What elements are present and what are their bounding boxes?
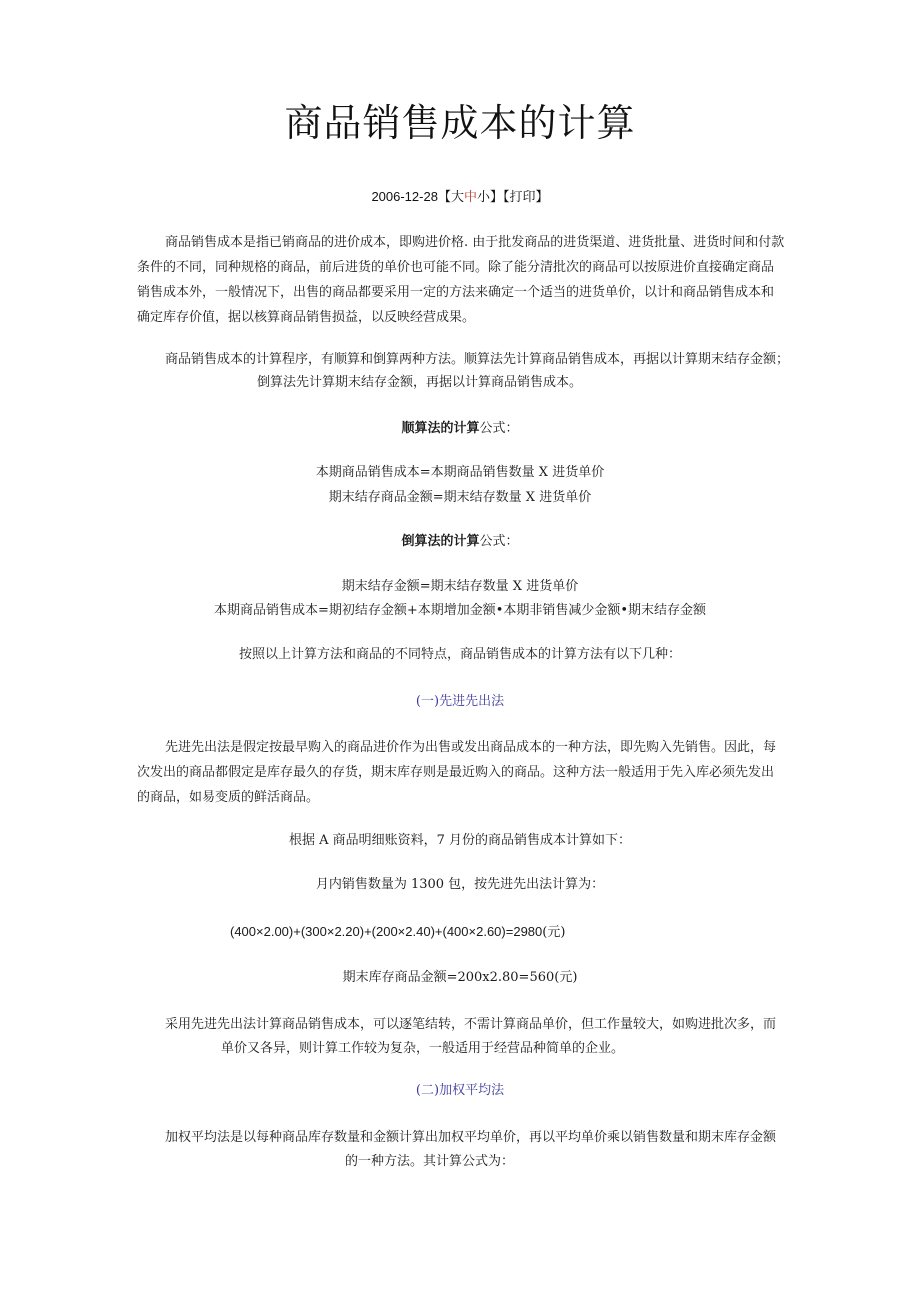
fifo-heading: (一)先进先出法 bbox=[415, 694, 505, 709]
bracket: 【 bbox=[503, 189, 510, 204]
backward-heading bbox=[0, 529, 920, 554]
backward-formula-1: 期末结存金额=期末结存数量 X 进货单价 bbox=[341, 579, 579, 594]
weighted-line-1: 加权平均法是以每种商品库存数量和金额计算出加权平均单价，再以平均单价乘以销售数量和期末库存金额 bbox=[165, 1130, 777, 1145]
bracket: 【 bbox=[437, 189, 451, 204]
fifo-calc-2 bbox=[0, 965, 920, 990]
page-title: 商品销售成本的计算 bbox=[284, 101, 636, 145]
intro-line-2: 条件的不同，同种规格的商品，前后进货的单价也可能不同。除了能分清批次的商品可以按原进价直接确定商品 bbox=[137, 260, 775, 275]
forward-formula-1: 本期商品销售成本=本期商品销售数量 X 进货单价 bbox=[315, 465, 605, 480]
fifo-summary-2: 单价又各异，则计算工作较为复杂，一般适用于经营品种简单的企业。 bbox=[221, 1041, 625, 1056]
procedure-line-2: 倒算法先计算期末结存金额，再据以计算商品销售成本。 bbox=[257, 375, 583, 390]
forward-heading bbox=[0, 416, 920, 441]
fifo-calc-1-expr: (400×2.00)+(300×2.20)+(200×2.40)+(400×2.60)=2980 bbox=[230, 924, 543, 939]
fifo-calc-1 bbox=[230, 919, 565, 945]
fifo-summary-1: 采用先进先出法计算商品销售成本，可以逐笔结转，不需计算商品单价，但工作量较大，如购进批次多，而 bbox=[165, 1017, 777, 1032]
fifo-line-3: 的商品，如易变质的鲜活商品。 bbox=[137, 790, 320, 805]
backward-heading-bold: 倒算法的计算 bbox=[401, 534, 480, 549]
font-size-large-link[interactable]: 大 bbox=[450, 189, 464, 204]
font-size-small-link[interactable]: 小 bbox=[476, 189, 490, 204]
weighted-heading: (二)加权平均法 bbox=[415, 1083, 505, 1098]
unit-yuan: (元) bbox=[554, 970, 578, 985]
weighted-line-2: 的一种方法。其计算公式为： bbox=[345, 1154, 515, 1169]
forward-formula-2: 期末结存商品金额=期末结存数量 X 进货单价 bbox=[328, 490, 592, 505]
procedure-line-1: 商品销售成本的计算程序，有顺算和倒算两种方法。顺算法先计算商品销售成本，再据以计算期末结存金额； bbox=[165, 352, 790, 367]
forward-heading-rest: 公式： bbox=[479, 421, 519, 436]
intro-line-4: 确定库存价值，据以核算商品销售损益，以反映经营成果。 bbox=[137, 310, 476, 325]
intro-line-1: 商品销售成本是指已销商品的进价成本，即购进价格. 由于批发商品的进货渠道、进货批量、进货时间和付款 bbox=[165, 235, 785, 250]
fifo-example-1: 根据 A 商品明细账资料，7 月份的商品销售成本计算如下： bbox=[288, 833, 632, 848]
forward-heading-bold: 顺算法的计算 bbox=[401, 421, 480, 436]
methods-intro: 按照以上计算方法和商品的不同特点，商品销售成本的计算方法有以下几种： bbox=[238, 647, 681, 662]
fifo-line-2: 次发出的商品都假定是库存最久的存货，期末库存则是最近购入的商品。这种方法一般适用于先入库必须先发出 bbox=[137, 765, 775, 780]
fifo-example-2: 月内销售数量为 1300 包，按先进先出法计算为： bbox=[315, 877, 605, 892]
fifo-calc-2-expr: 期末库存商品金额=200x2.80=560 bbox=[342, 970, 555, 985]
bracket: 】 bbox=[535, 189, 549, 204]
intro-line-3: 销售成本外，一般情况下，出售的商品都要采用一定的方法来确定一个适当的进货单价，以计和商品销售成本和 bbox=[137, 285, 775, 300]
print-link[interactable]: 打印 bbox=[509, 189, 536, 204]
backward-heading-rest: 公式： bbox=[479, 534, 519, 549]
publish-date: 2006-12-28 bbox=[371, 189, 438, 204]
unit-yuan: (元) bbox=[542, 925, 566, 940]
font-size-medium-link[interactable]: 中 bbox=[463, 189, 477, 204]
backward-formula-2: 本期商品销售成本=期初结存金额+本期增加金额•本期非销售减少金额•期末结存金额 bbox=[213, 603, 707, 618]
article-meta bbox=[0, 186, 920, 205]
bracket: 】 bbox=[490, 189, 504, 204]
fifo-line-1: 先进先出法是假定按最早购入的商品进价作为出售或发出商品成本的一种方法，即先购入先销售。因此，每 bbox=[165, 740, 777, 755]
